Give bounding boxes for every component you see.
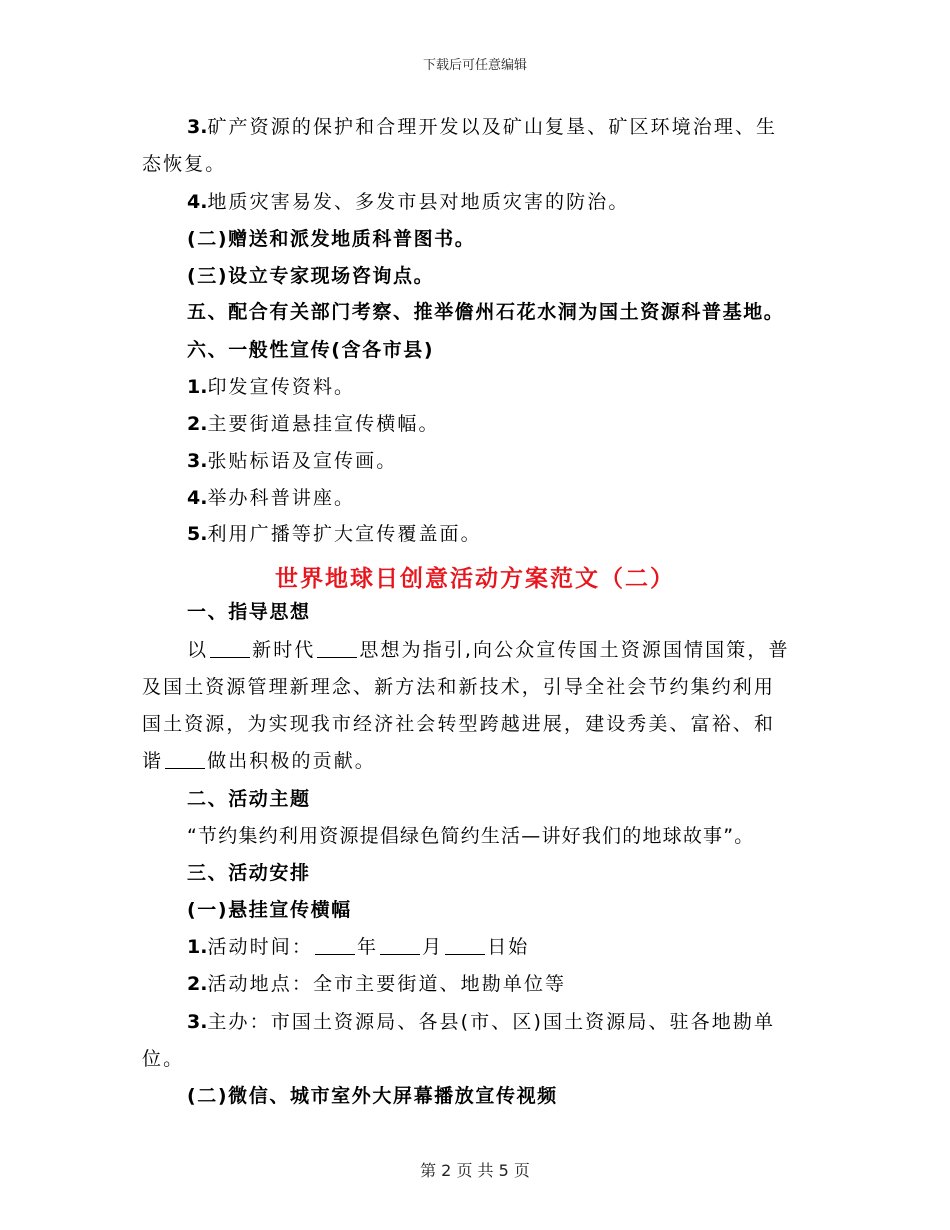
item-text: 地质灾害易发、多发市县对地质灾害的防治。 xyxy=(207,191,630,213)
item-3-continued: 态恢复。 xyxy=(142,153,227,175)
item-number: 3. xyxy=(187,1011,208,1033)
item-text: 张贴标语及宣传画。 xyxy=(207,450,398,472)
list-item xyxy=(187,520,482,548)
item-number: 4. xyxy=(187,191,208,213)
subheading-3: (三)设立专家现场咨询点。 xyxy=(187,265,435,287)
paragraph-line: 及国土资源管理新理念、新方法和新技术，引导全社会节约集约利用 xyxy=(142,676,776,698)
list-item xyxy=(187,933,529,961)
item-number: 1. xyxy=(187,936,208,958)
item-text: 主要街道悬挂宣传横幅。 xyxy=(207,413,440,435)
text-fragment: 谐 xyxy=(142,750,164,772)
blank-line xyxy=(315,935,355,955)
heading-activity-theme: 二、活动主题 xyxy=(187,788,311,810)
blank-line xyxy=(165,749,205,769)
text-fragment: 思想为指引,向公众宣传国土资源国情国策，普 xyxy=(359,639,790,661)
document-title: 世界地球日创意活动方案范文（二） xyxy=(275,566,675,592)
text-fragment: 以 xyxy=(187,639,209,661)
text-fragment: 年 xyxy=(356,936,379,958)
page-footer: 第 2 页 共 5 页 xyxy=(420,1161,530,1180)
heading-activity-arrangement: 三、活动安排 xyxy=(187,862,311,884)
blank-line xyxy=(210,638,250,658)
item-text: 矿产资源的保护和合理开发以及矿山复垦、矿区环境治理、生 xyxy=(207,116,778,138)
list-item xyxy=(187,373,355,401)
item-number: 3. xyxy=(187,116,208,138)
list-item xyxy=(187,484,355,512)
item-number: 1. xyxy=(187,376,208,398)
text-fragment: 活动时间： xyxy=(207,936,313,958)
list-item xyxy=(187,447,397,475)
item-number: 2. xyxy=(187,973,208,995)
text-fragment: 做出积极的贡献。 xyxy=(207,750,376,772)
item-number: 2. xyxy=(187,413,208,435)
theme-text: “节约集约利用资源提倡绿色简约生活—讲好我们的地球故事”。 xyxy=(187,825,755,847)
list-item xyxy=(187,970,566,998)
paragraph-line: 国土资源，为实现我市经济社会转型跨越进展，建设秀美、富裕、和 xyxy=(142,713,776,735)
list-item xyxy=(187,410,440,438)
text-fragment: 新时代 xyxy=(252,639,316,661)
blank-line xyxy=(380,935,420,955)
subheading-video: (二)微信、城市室外大屏幕播放宣传视频 xyxy=(187,1085,558,1107)
paragraph-line xyxy=(187,636,790,664)
subheading-2: (二)赠送和派发地质科普图书。 xyxy=(187,228,476,250)
heading-six: 六、一般性宣传(含各市县) xyxy=(187,339,435,361)
item-number: 4. xyxy=(187,487,208,509)
page-header: 下载后可任意编辑 xyxy=(422,58,527,73)
item-text: 利用广播等扩大宣传覆盖面。 xyxy=(207,523,482,545)
blank-line xyxy=(317,638,357,658)
item-text: 活动地点：全市主要街道、地勘单位等 xyxy=(207,973,567,995)
item-3 xyxy=(187,113,777,141)
list-item xyxy=(187,1008,775,1036)
heading-guiding-ideology: 一、指导思想 xyxy=(187,601,311,623)
text-fragment: 日始 xyxy=(487,936,530,958)
item-number: 3. xyxy=(187,450,208,472)
list-item-continued: 位。 xyxy=(142,1048,185,1070)
item-text: 举办科普讲座。 xyxy=(207,487,356,509)
paragraph-five xyxy=(187,298,784,326)
item-text: 印发宣传资料。 xyxy=(207,376,356,398)
item-text: 主办：市国土资源局、各县(市、区)国土资源局、驻各地勘单 xyxy=(207,1011,776,1033)
item-4 xyxy=(187,188,629,216)
paragraph-line xyxy=(142,747,376,775)
subheading-banners: (一)悬挂宣传横幅 xyxy=(187,899,352,921)
blank-line xyxy=(445,935,485,955)
text-fragment: 月 xyxy=(422,936,444,958)
paragraph-five-text: 五、配合有关部门考察、推举儋州石花水洞为国土资源科普基地。 xyxy=(187,301,785,323)
item-number: 5. xyxy=(187,523,208,545)
